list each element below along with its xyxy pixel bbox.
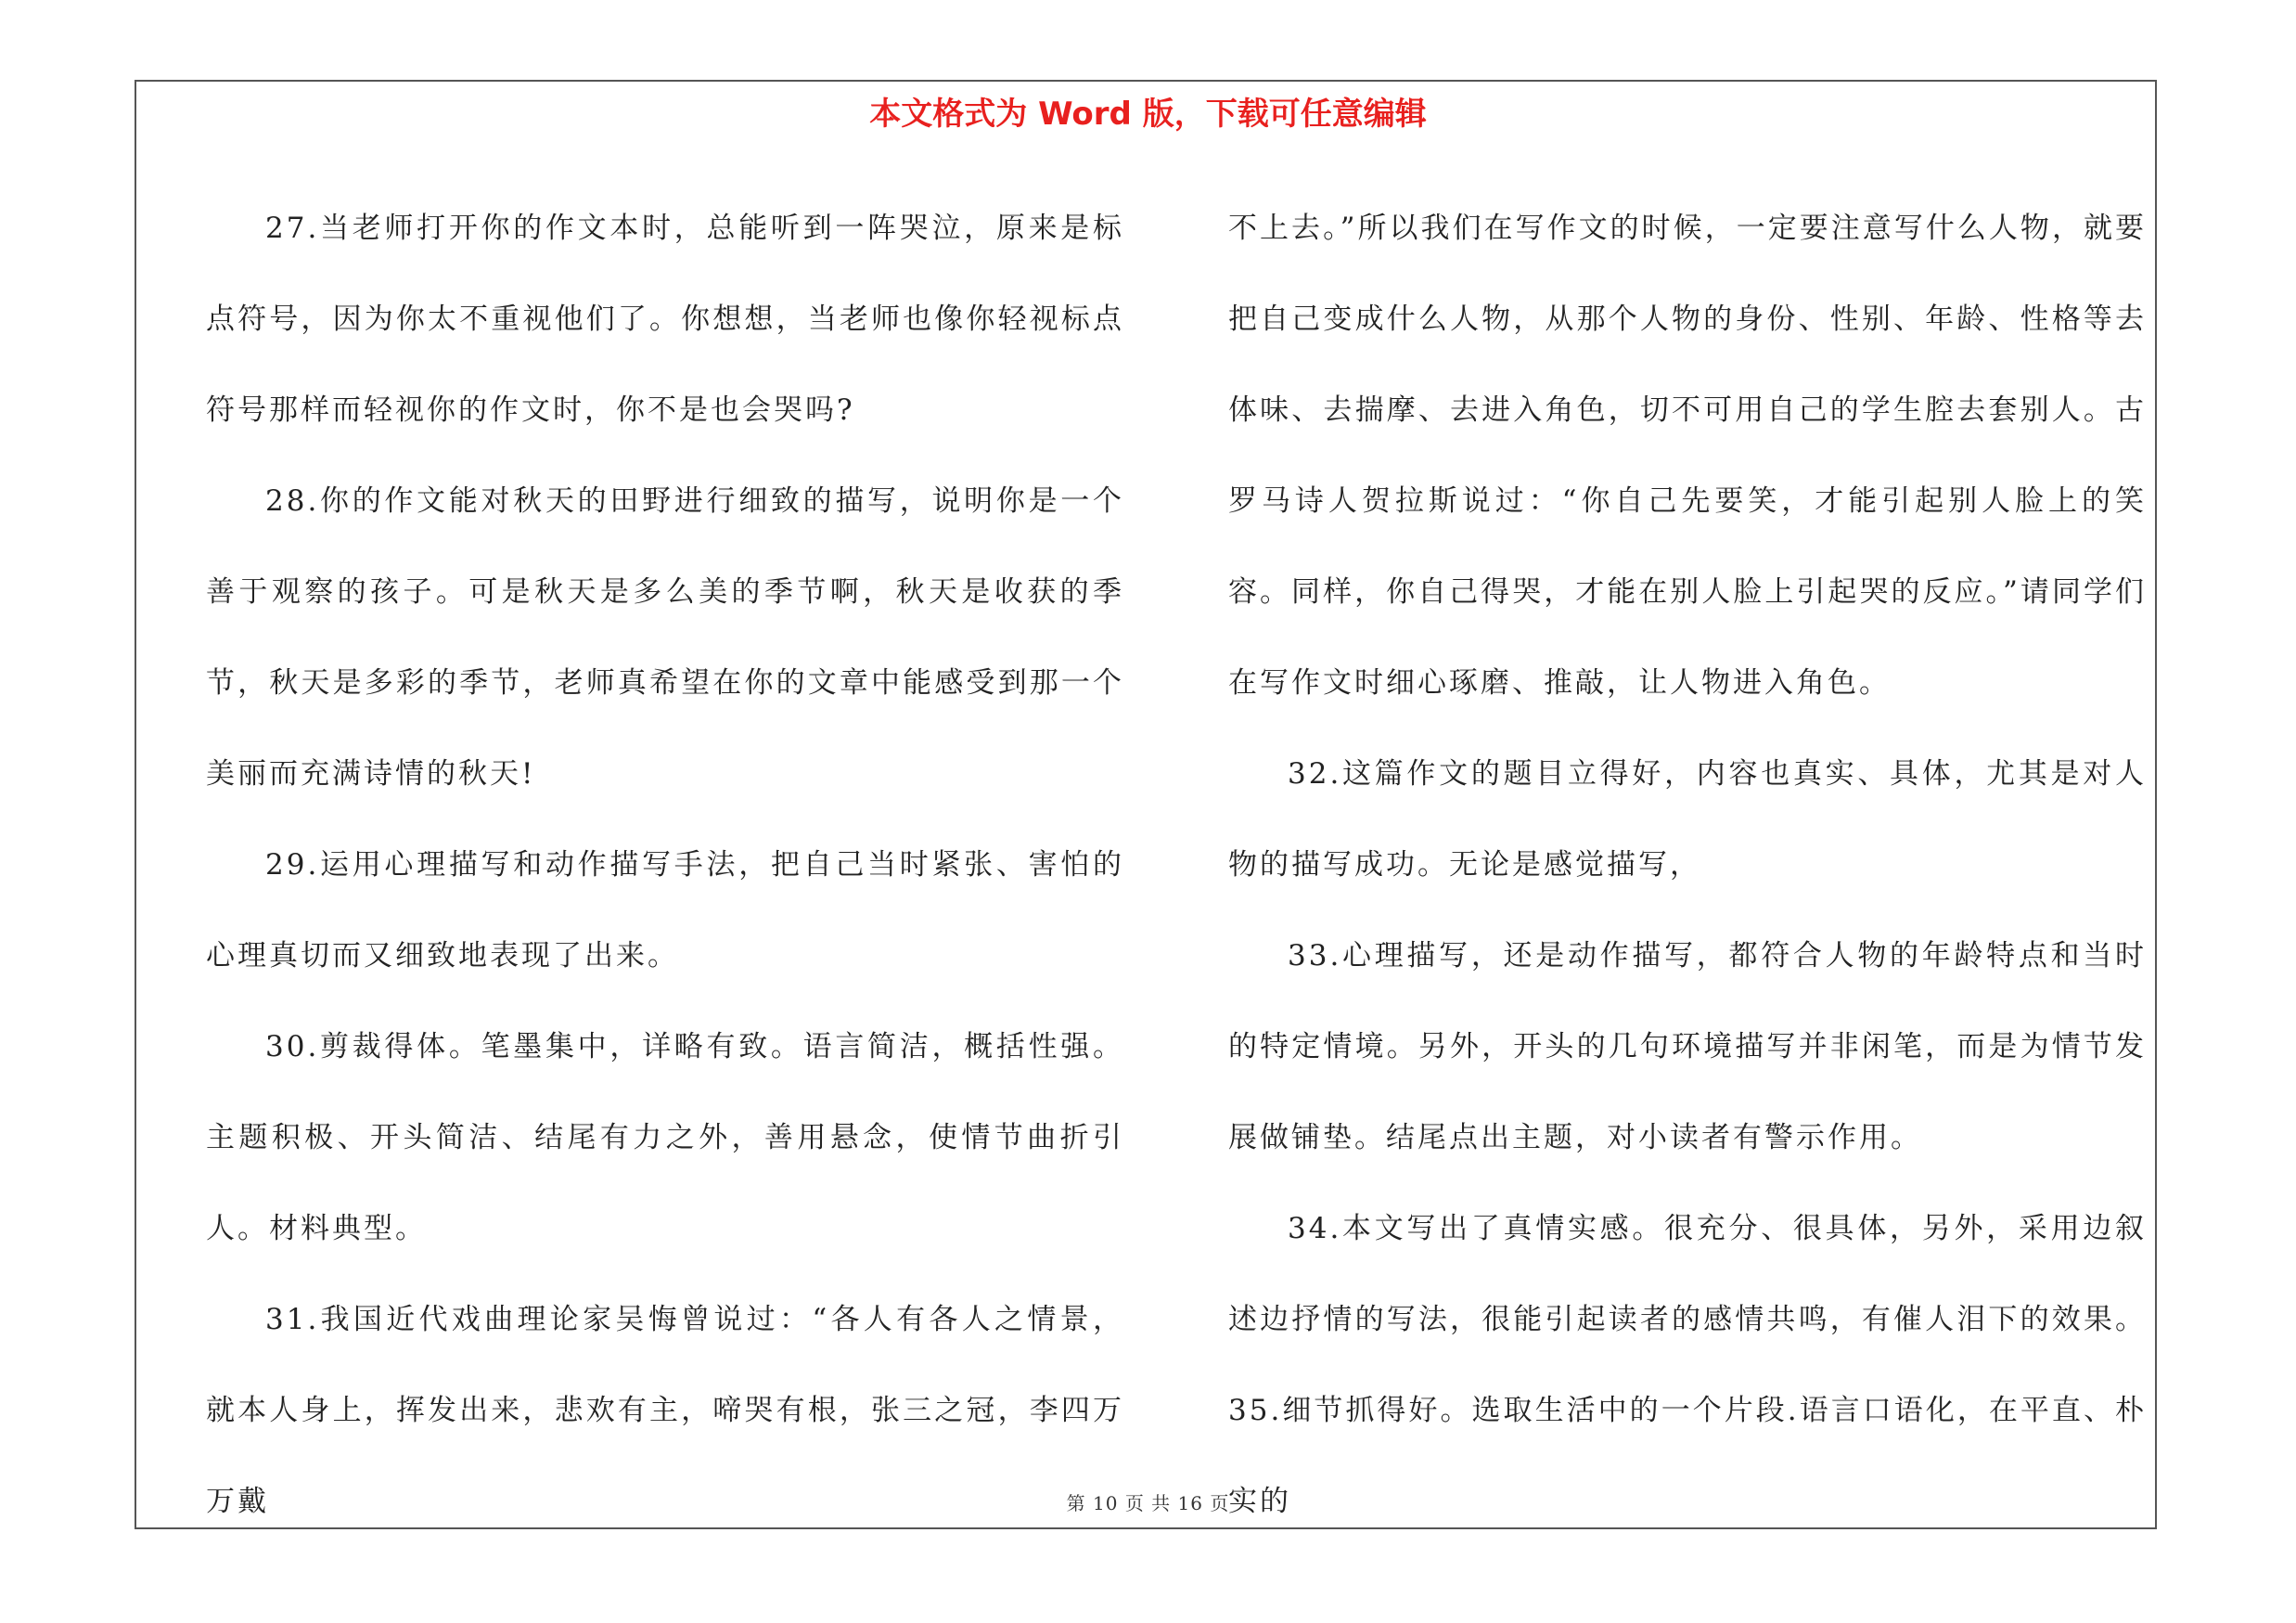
paragraph-33: 33.心理描写，还是动作描写，都符合人物的年龄特点和当时的特定情境。另外，开头的几句环境描写并非闲笔，而是为情节发展做铺垫。结尾点出主题，对小读者有警示作用。 [1228,939,2147,1154]
paragraph-29: 29.运用心理描写和动作描写手法，把自己当时紧张、害怕的心理真切而又细致地表现了出来。 [206,848,1124,973]
paragraph-28: 28.你的作文能对秋天的田野进行细致的描写，说明你是一个善于观察的孩子。可是秋天是多么美的季节啊，秋天是收获的季节，秋天是多彩的季节，老师真希望在你的文章中能感受到那一个美丽而充满诗情的秋天! [206,484,1124,791]
left-text-column [206,183,1124,1547]
paragraph-32: 32.这篇作文的题目立得好，内容也真实、具体，尤其是对人物的描写成功。无论是感觉描写， [1228,757,2147,882]
paragraph-34: 34.本文写出了真情实感。很充分、很具体，另外，采用边叙述边抒情的写法，很能引起读者的感情共鸣，有催人泪下的效果。 35.细节抓得好。选取生活中的一个片段.语言口语化，在平直、朴实的 [1228,1212,2159,1518]
paragraph-31-continued: 不上去。”所以我们在写作文的时候，一定要注意写什么人物，就要把自己变成什么人物，从那个人物的身份、性别、年龄、性格等去体味、去揣摩、去进入角色，切不可用自己的学生腔去套别人。古罗马诗人贺拉斯说过：“你自己先要笑，才能引起别人脸上的笑容。同样，你自己得哭，才能在别人脸上引起哭的反应。”请同学们在写作文时细心琢磨、推敲，让人物进入角色。 [1228,212,2147,700]
paragraph-27: 27.当老师打开你的作文本时，总能听到一阵哭泣，原来是标点符号，因为你太不重视他们了。你想想，当老师也像你轻视标点符号那样而轻视你的作文时，你不是也会哭吗? [206,212,1124,427]
right-text-column [1228,183,2159,1547]
paragraph-30: 30.剪裁得体。笔墨集中，详略有致。语言简洁，概括性强。主题积极、开头简洁、结尾有力之外，善用悬念，使情节曲折引人。材料典型。 [206,1030,1124,1245]
page-number: 第 10 页 共 16 页 [1066,1492,1230,1514]
word-format-banner: 本文格式为 Word 版，下载可任意编辑 [869,96,1427,133]
paragraph-31: 31.我国近代戏曲理论家吴悔曾说过：“各人有各人之情景，就本人身上，挥发出来，悲欢有主，啼哭有根，张三之冠，李四万万戴 [206,1303,1124,1518]
